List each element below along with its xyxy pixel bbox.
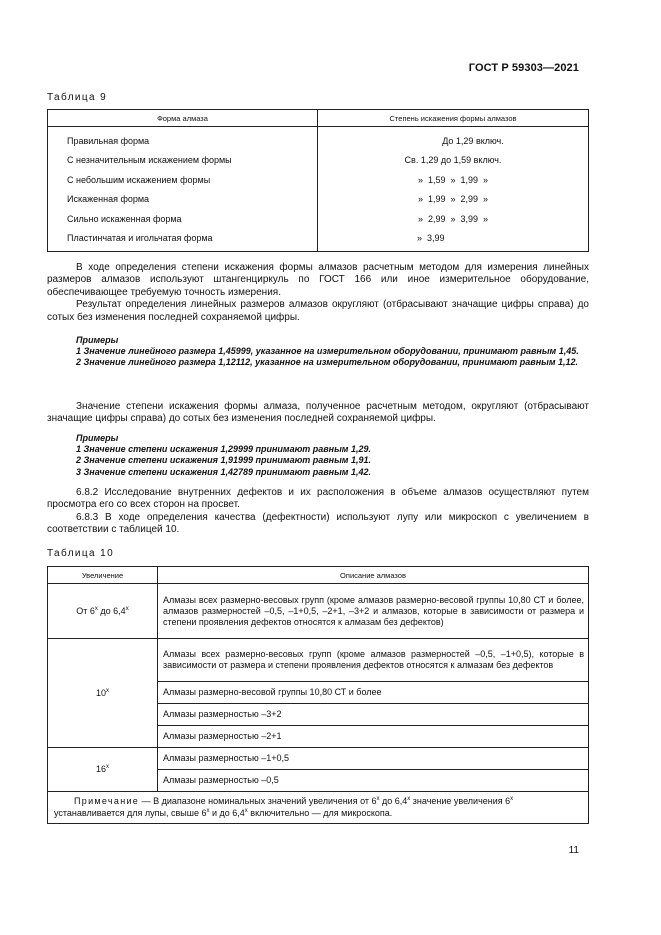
- example-item: 1 Значение степени искажения 1,29999 принимают равным 1,29.: [76, 444, 371, 455]
- table-row: [48, 190, 589, 210]
- table10-note: Примечание — В диапазоне номинальных значений увеличения от 6$^x$ до 6,4$^x$ значение увеличения 6$^x$ устанавливается для лупы, свыше 6$^x$ и до 6,4$^x$ включительно — для микроскопа.: [48, 792, 589, 824]
- table9-shape: Пластинчатая и игольчатая форма: [48, 229, 318, 252]
- table9-degree: Св. 1,29 до 1,59 включ.: [404, 155, 502, 166]
- note-label: Примечание: [74, 796, 140, 806]
- paragraph-defects: [47, 487, 589, 537]
- table9-degree: » 1,99 » 2,99 »: [417, 194, 489, 205]
- table9-degree: » 1,59 » 1,99 »: [417, 174, 489, 185]
- table-10: [47, 566, 589, 824]
- table10-caption: Таблица 10: [47, 548, 115, 559]
- table9-header-degree: Степень искажения формы алмазов: [318, 110, 589, 127]
- table-row: [48, 639, 589, 682]
- example-item: 2 Значение степени искажения 1,91999 принимают равным 1,91.: [76, 455, 371, 466]
- table9-degree: » 3,99: [417, 233, 445, 244]
- example-item: [76, 357, 589, 368]
- description-cell: Алмазы размерно-весовой группы 10,80 СТ и более: [158, 682, 589, 704]
- table9-caption: Таблица 9: [47, 92, 108, 103]
- table9-shape: Сильно искаженная форма: [48, 209, 318, 229]
- table9-shape: Искаженная форма: [48, 190, 318, 210]
- table-row: [48, 584, 589, 639]
- example-text: 1 Значение линейного размера 1,45999, указанное на измерительном оборудовании, принимают равным 1,45.: [76, 346, 579, 357]
- paragraph-text: 6.8.3 В ходе определения качества (дефектности) используют лупу или микроскоп с увеличением в соответствии с таблицей 10.: [47, 511, 589, 536]
- table-row: [48, 792, 589, 824]
- paragraph-text: Результат определения линейных размеров алмазов округляют (отбрасывают значащие цифры справа) до сотых без изменения последней сохраняемой цифры.: [47, 299, 589, 323]
- magnification-6-6.4: От 6$^x$ до 6,4$^x$: [48, 584, 158, 639]
- table9-header-shape: Форма алмаза: [48, 110, 318, 127]
- example-item: 3 Значение степени искажения 1,42789 принимают равным 1,42.: [76, 466, 371, 477]
- example-text: 2 Значение линейного размера 1,12112, указанное на измерительном оборудовании, принимают равным 1,12.: [76, 357, 579, 368]
- paragraph-text: Значение степени искажения формы алмаза, полученное расчетным методом, округляют (отбрасывают значащие цифры справа) до сотых без изменения последней сохраняемой цифры.: [47, 401, 589, 425]
- examples-linear: [76, 335, 589, 369]
- examples-degree: [76, 433, 589, 478]
- table-row: [48, 170, 589, 190]
- paragraph-rounding: [47, 401, 589, 426]
- paragraph-text: 6.8.2 Исследование внутренних дефектов и их расположения в объеме алмазов осуществляют путем просмотра его со всех сторон на просвет.: [47, 487, 589, 511]
- description-cell: Алмазы всех размерно-весовых групп (кроме алмазов размерностей –0,5, –1+0,5), которые в зависимости от размера и степени проявления дефектов относятся к алмазам без дефектов: [158, 639, 589, 682]
- paragraph-text: В ходе определения степени искажения формы алмазов расчетным методом для измерения линейных размеров алмазов используют штангенциркуль по ГОСТ 166 или иное измерительное оборудование, обеспечивающее требуемую точность измерения.: [47, 262, 589, 298]
- description-cell: Алмазы размерностью –1+0,5: [158, 748, 589, 770]
- page-number: 11: [568, 845, 579, 856]
- magnification-10: 10$^x$: [48, 639, 158, 748]
- table-row: [48, 151, 589, 171]
- table-row: [48, 209, 589, 229]
- table-9: [47, 109, 589, 252]
- document-header: ГОСТ Р 59303—2021: [468, 62, 579, 74]
- description-cell: Алмазы всех размерно-весовых групп (кроме алмазов размерно-весовой группы 10,80 СТ и более, алмазов размерностей –0,5, –1+0,5, –2+1, –3+2 и алмазов, которые в зависимости от размера и степени проявления дефектов относятся к алмазам без дефектов): [158, 584, 589, 639]
- table-row: [48, 127, 589, 151]
- description-cell: Алмазы размерностью –0,5: [158, 770, 589, 792]
- table9-shape: С незначительным искажением формы: [48, 151, 318, 171]
- table-row: [48, 229, 589, 252]
- table9-shape: Правильная форма: [48, 127, 318, 151]
- example-item: [76, 346, 589, 357]
- description-cell: Алмазы размерностью –3+2: [158, 704, 589, 726]
- table10-header-magnification: Увеличение: [48, 567, 158, 584]
- table9-shape: С небольшим искажением формы: [48, 170, 318, 190]
- table-row: [48, 748, 589, 770]
- examples-title: Примеры: [76, 433, 119, 443]
- examples-title: Примеры: [76, 335, 119, 345]
- table9-degree: До 1,29 включ.: [442, 135, 504, 146]
- table9-degree: » 2,99 » 3,99 »: [417, 213, 489, 224]
- paragraph-measurement: [47, 262, 589, 324]
- magnification-16: 16$^x$: [48, 748, 158, 792]
- description-cell: Алмазы размерностью –2+1: [158, 726, 589, 748]
- table10-header-description: Описание алмазов: [158, 567, 589, 584]
